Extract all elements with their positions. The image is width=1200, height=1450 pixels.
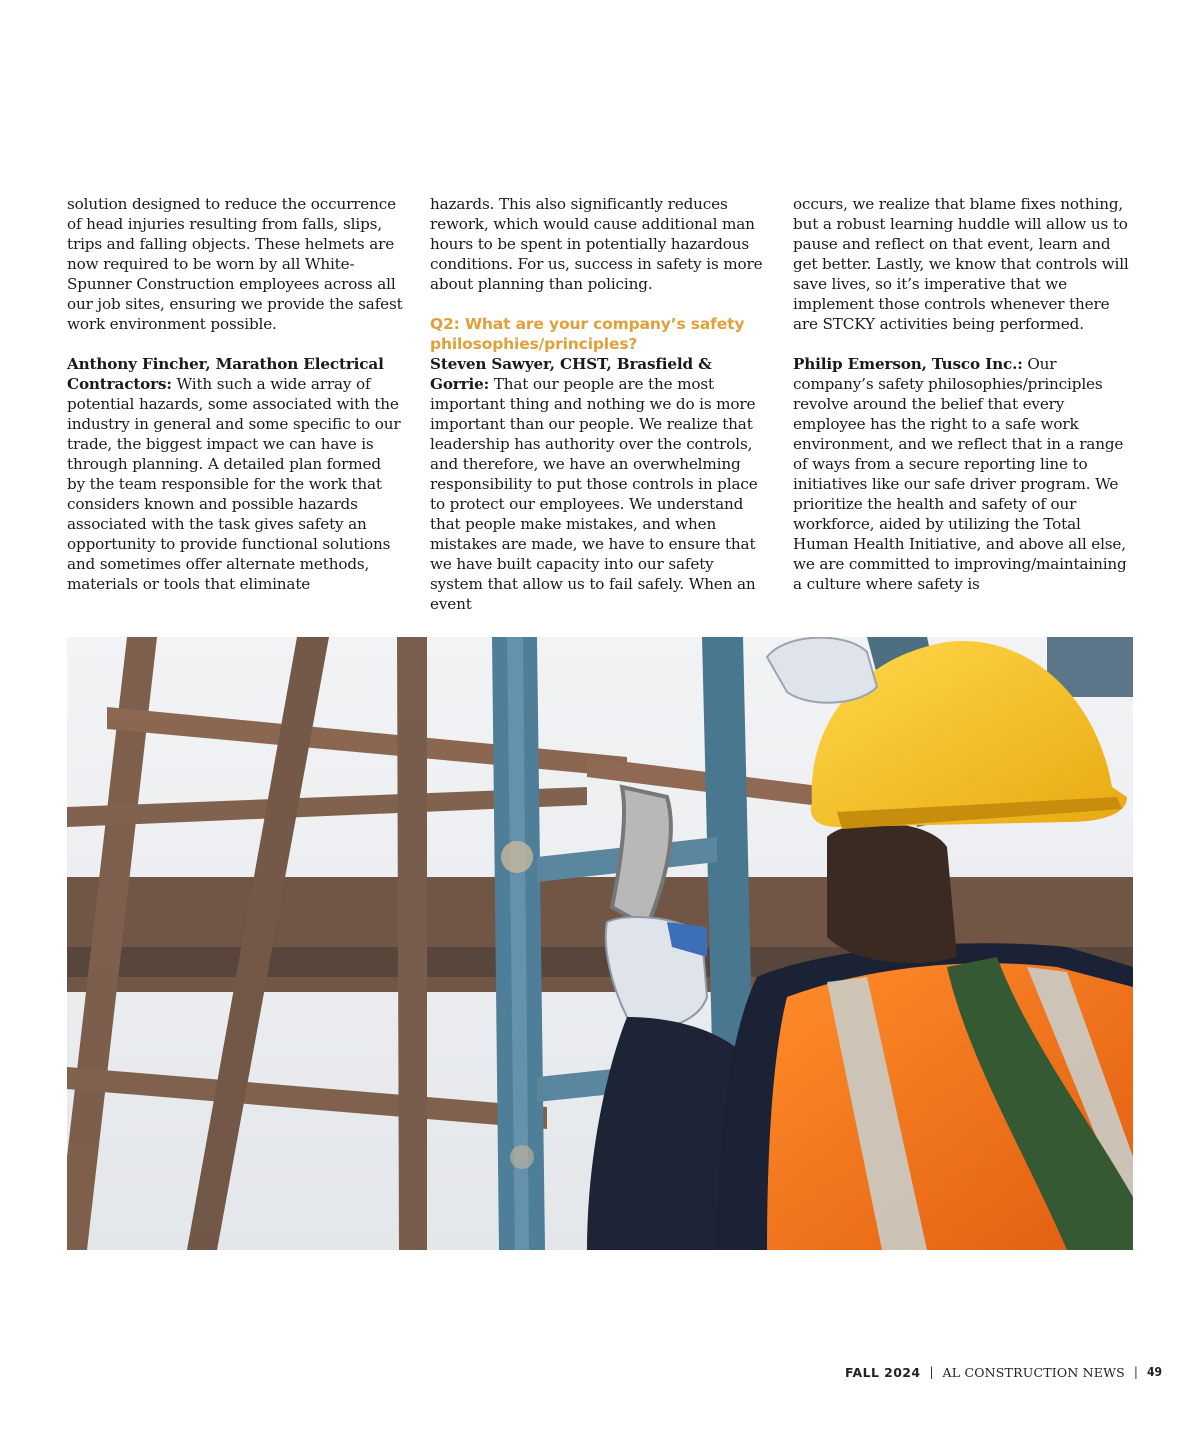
page-footer: [845, 1364, 1162, 1380]
paragraph: hazards. This also significantly reduces rework, which would cause additional man hours to be spent in potentially hazardous conditions. For us, success in safety is more about planning than policing.: [430, 195, 763, 293]
photo-illustration: [67, 637, 1133, 1250]
page-number: 49: [1146, 1365, 1162, 1379]
text-column-2: [430, 194, 766, 614]
publication-name: AL CONSTRUCTION NEWS: [942, 1364, 1125, 1380]
footer-separator: |: [1133, 1365, 1138, 1379]
paragraph: occurs, we realize that blame fixes nothing, but a robust learning huddle will allow us to pause and reflect on that event, learn and get better. Lastly, we know that controls will save lives, so it’s imperative that we implement those controls whenever there are STCKY activities being performed.: [793, 195, 1129, 333]
speaker-name: Philip Emerson, Tusco Inc.:: [793, 355, 1023, 373]
speaker-name: Anthony Fincher, Marathon Electrical Contractors:: [67, 355, 384, 393]
answer-text: That our people are the most important thing and nothing we do is more important than our people. We realize that leadership has authority over the controls, and therefore, we have an overwhelming responsibility to put those controls in place to protect our employees. We understand that people make mistakes, and when mistakes are made, we have to ensure that we have built capacity into our safety system that allow us to fail safely. When an event: [430, 375, 758, 613]
answer-text: Our company’s safety philosophies/principles revolve around the belief that every employee has the right to a safe work environment, and we reflect that in a range of ways from a secure reporting line to initiatives like our safe driver program. We prioritize the health and safety of our workforce, aided by utilizing the Total Human Health Initiative, and above all else, we are committed to improving/maintaining a culture where safety is: [793, 355, 1127, 593]
paragraph: [67, 354, 403, 594]
text-column-3: [793, 194, 1129, 594]
footer-separator: |: [929, 1365, 934, 1379]
speaker-name: Steven Sawyer, CHST, Brasfield & Gorrie:: [430, 355, 712, 393]
paragraph: [793, 354, 1129, 594]
paragraph: solution designed to reduce the occurrence of head injuries resulting from falls, slips, trips and falling objects. These helmets are now required to be worn by all White-Spunner Construction employees across all our job sites, ensuring we provide the safest work environment possible.: [67, 195, 403, 333]
construction-worker-photo: [67, 637, 1133, 1250]
paragraph: [430, 354, 766, 614]
issue-label: FALL 2024: [845, 1364, 921, 1380]
question-heading: Q2: What are your company’s safety philosophies/principles?: [430, 315, 745, 353]
text-column-1: [67, 194, 403, 594]
answer-text: With such a wide array of potential hazards, some associated with the industry in general and some specific to our trade, the biggest impact we can have is through planning. A detailed plan formed by the team responsible for the work that considers known and possible hazards associated with the task gives safety an opportunity to provide functional solutions and sometimes offer alternate methods, materials or tools that eliminate: [67, 375, 401, 593]
